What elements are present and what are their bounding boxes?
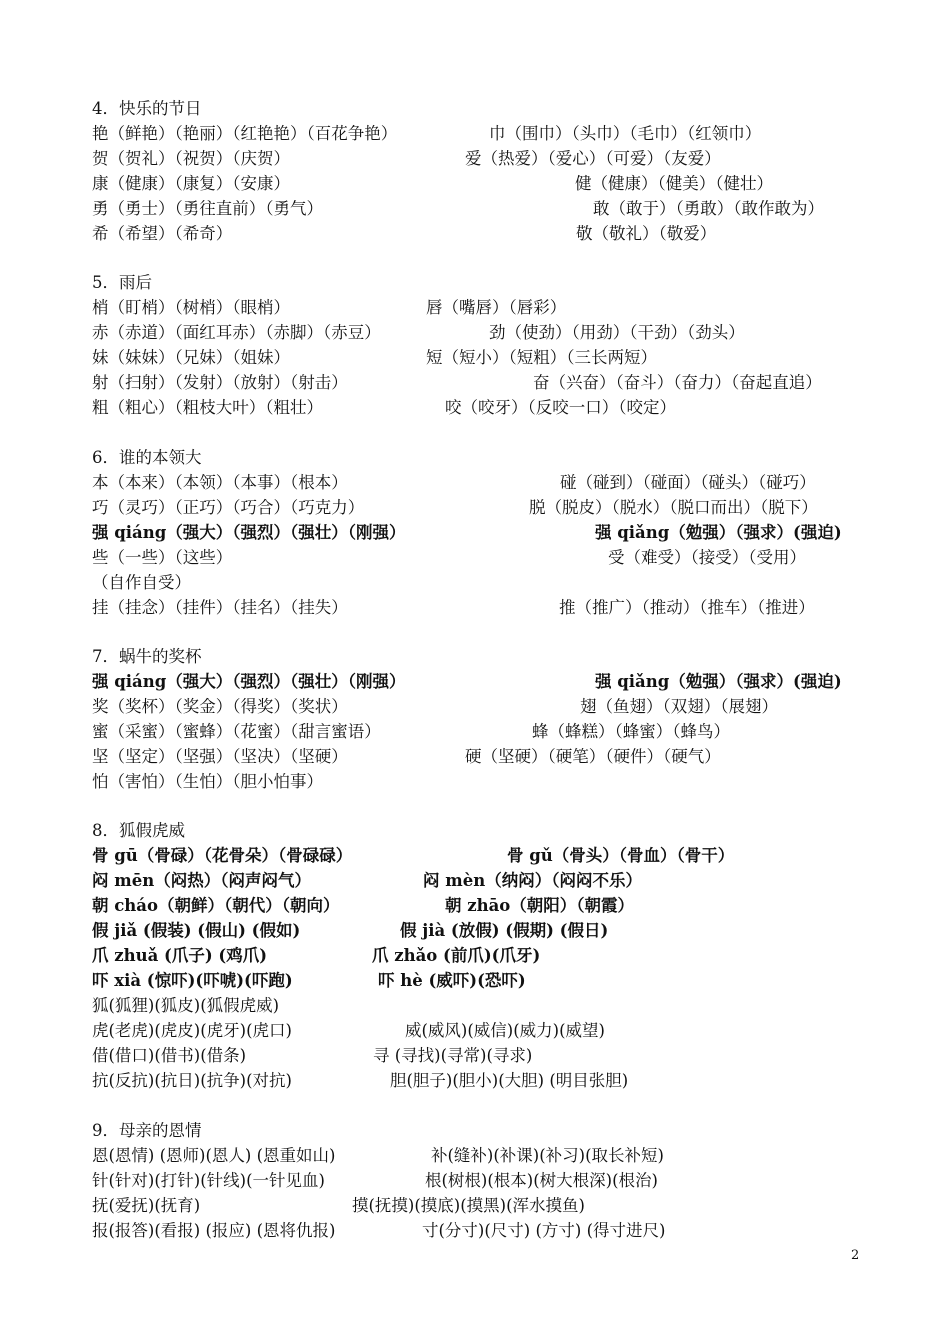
right-entry: 爪 zhǎo (前爪)(爪牙) <box>372 946 541 965</box>
right-entry: 巾（围巾）（头巾）（毛巾）（红领巾） <box>489 124 762 143</box>
right-entry: 推（推广）（推动）（推车）（推进） <box>559 598 815 617</box>
right-entry: 硬（坚硬）（硬笔）（硬件）（硬气） <box>465 747 721 766</box>
right-entry: 受（难受）（接受）（受用） <box>608 548 806 567</box>
left-entry: 骨 gū（骨碌）（花骨朵）（骨碌碌） <box>92 846 353 865</box>
left-entry: 康（健康）（康复）（安康） <box>92 174 290 193</box>
left-entry: 挂（挂念）（挂件）（挂名）（挂失） <box>92 598 348 617</box>
right-entry: 闷 mèn（纳闷）（闷闷不乐） <box>423 871 642 890</box>
right-entry: 翅（鱼翅）（双翅）（展翅） <box>580 697 778 716</box>
right-entry: 碰（碰到）（碰面）（碰头）（碰巧） <box>560 473 816 492</box>
left-entry: 蜜（采蜜）（蜜蜂）（花蜜）（甜言蜜语） <box>92 722 381 741</box>
right-entry: 假 jià (放假) (假期) (假日) <box>400 921 609 940</box>
left-entry: 报(报答)(看报) (报应) (恩将仇报) <box>92 1221 336 1240</box>
left-entry: 吓 xià (惊吓)(吓唬)(吓跑) <box>92 971 293 990</box>
left-entry: 梢（盯梢）（树梢）（眼梢） <box>92 298 290 317</box>
left-entry: 怕（害怕）（生怕）（胆小怕事） <box>92 772 323 791</box>
right-entry: 寻 (寻找)(寻常)(寻求) <box>373 1046 533 1065</box>
left-entry: 朝 cháo（朝鲜）（朝代）（朝向） <box>92 896 340 915</box>
left-entry: 巧（灵巧）（正巧）（巧合）（巧克力） <box>92 498 365 517</box>
left-entry: 勇（勇士）（勇往直前）（勇气） <box>92 199 323 218</box>
left-entry: 射（扫射）（发射）（放射）（射击） <box>92 373 348 392</box>
left-entry: 借(借口)(借书)(借条) <box>92 1046 247 1065</box>
left-entry: 贺（贺礼）（祝贺）（庆贺） <box>92 149 290 168</box>
right-entry: 威(威风)(威信)(威力)(威望) <box>405 1021 605 1040</box>
right-entry: 强 qiǎng（勉强）（强求）(强迫) <box>595 672 842 691</box>
left-entry: 抗(反抗)(抗日)(抗争)(对抗) <box>92 1071 292 1090</box>
right-entry: 爱（热爱）（爱心）（可爱）（友爱） <box>465 149 721 168</box>
right-entry: 健（健康）（健美）（健壮） <box>575 174 773 193</box>
left-entry: 强 qiáng（强大）（强烈）（强壮）（刚强） <box>92 672 406 691</box>
section-title: 4．快乐的节日 <box>92 99 202 118</box>
right-entry: 吓 hè (威吓)(恐吓) <box>378 971 526 990</box>
left-entry: 爪 zhuǎ (爪子) (鸡爪) <box>92 946 268 965</box>
left-entry: 抚(爱抚)(抚育) <box>92 1196 201 1215</box>
left-entry: 妹（妹妹）（兄妹）（姐妹） <box>92 348 290 367</box>
left-entry: 恩(恩情) (恩师)(恩人) (恩重如山) <box>92 1146 336 1165</box>
left-entry: 本（本来）（本领）（本事）（根本） <box>92 473 348 492</box>
right-entry: 敬（敬礼）（敬爱） <box>576 224 717 243</box>
left-entry: 针(针对)(打针)(针线)(一针见血) <box>92 1171 325 1190</box>
right-entry: 咬（咬牙）（反咬一口）（咬定） <box>445 398 676 417</box>
section-title: 5．雨后 <box>92 273 152 292</box>
left-entry: （自作自受） <box>92 573 191 592</box>
right-entry: 根(树根)(根本)(树大根深)(根治) <box>425 1171 658 1190</box>
section-title: 7．蜗牛的奖杯 <box>92 647 202 666</box>
left-entry: 虎(老虎)(虎皮)(虎牙)(虎口) <box>92 1021 292 1040</box>
left-entry: 艳（鲜艳）（艳丽）（红艳艳）（百花争艳） <box>92 124 398 143</box>
left-entry: 奖（奖杯）（奖金）（得奖）（奖状） <box>92 697 348 716</box>
left-entry: 强 qiáng（强大）（强烈）（强壮）（刚强） <box>92 523 406 542</box>
right-entry: 寸(分寸)(尺寸) (方寸) (得寸进尺) <box>422 1221 666 1240</box>
left-entry: 赤（赤道）（面红耳赤）（赤脚）（赤豆） <box>92 323 381 342</box>
right-entry: 胆(胆子)(胆小)(大胆) (明目张胆) <box>390 1071 629 1090</box>
right-entry: 奋（兴奋）（奋斗）（奋力）（奋起直追） <box>533 373 822 392</box>
left-entry: 希（希望）（希奇） <box>92 224 233 243</box>
section-title: 9．母亲的恩情 <box>92 1121 202 1140</box>
right-entry: 摸(抚摸)(摸底)(摸黑)(浑水摸鱼) <box>352 1196 585 1215</box>
right-entry: 劲（使劲）（用劲）（干劲）（劲头） <box>489 323 745 342</box>
left-entry: 假 jiǎ (假装) (假山) (假如) <box>92 921 301 940</box>
left-entry: 些（一些）（这些） <box>92 548 233 567</box>
right-entry: 脱（脱皮）（脱水）（脱口而出）（脱下） <box>529 498 818 517</box>
left-entry: 坚（坚定）（坚强）（坚决）（坚硬） <box>92 747 348 766</box>
section-title: 8．狐假虎威 <box>92 821 185 840</box>
right-entry: 蜂（蜂糕）（蜂蜜）（蜂鸟） <box>532 722 730 741</box>
right-entry: 唇（嘴唇）（唇彩） <box>426 298 567 317</box>
right-entry: 朝 zhāo（朝阳）（朝霞） <box>445 896 635 915</box>
section-title: 6．谁的本领大 <box>92 448 202 467</box>
left-entry: 闷 mēn（闷热）（闷声闷气） <box>92 871 311 890</box>
right-entry: 强 qiǎng（勉强）（强求）(强迫) <box>595 523 842 542</box>
page-number: 2 <box>851 1248 860 1263</box>
right-entry: 短（短小）（短粗）（三长两短） <box>426 348 657 367</box>
right-entry: 骨 gǔ（骨头）（骨血）（骨干） <box>507 846 735 865</box>
right-entry: 敢（敢于）（勇敢）（敢作敢为） <box>593 199 824 218</box>
left-entry: 狐(狐狸)(狐皮)(狐假虎威) <box>92 996 280 1015</box>
left-entry: 粗（粗心）（粗枝大叶）（粗壮） <box>92 398 323 417</box>
right-entry: 补(缝补)(补课)(补习)(取长补短) <box>431 1146 664 1165</box>
